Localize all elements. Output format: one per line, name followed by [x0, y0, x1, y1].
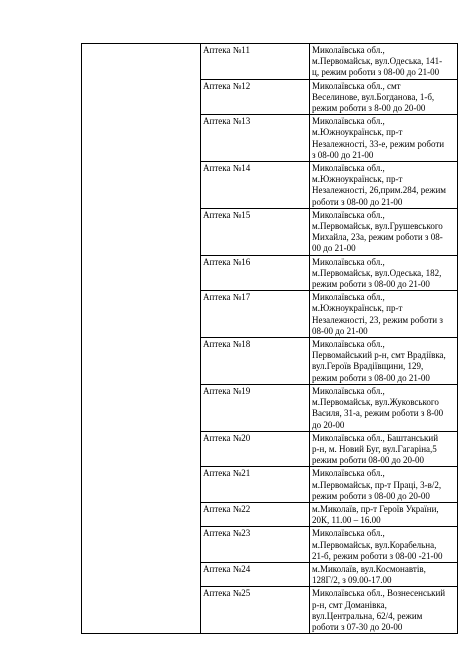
pharmacy-address-cell — [310, 527, 458, 563]
pharmacy-address-cell — [310, 431, 458, 467]
pharmacy-name-cell: Аптека №12 — [201, 79, 310, 115]
pharmacy-name-cell: Аптека №17 — [201, 291, 310, 338]
address-line: Миколаївська обл., — [312, 116, 385, 127]
address-line: Незалежності, 26,прим.284, режим — [312, 185, 446, 196]
address-line: Миколаївська обл., — [312, 292, 385, 303]
pharmacy-name-cell: Аптека №25 — [201, 587, 310, 634]
address-line: Незалежності, 23, режим роботи з — [312, 314, 443, 325]
empty-cell — [82, 44, 201, 634]
address-line: м.Первомайськ, вул.Одеська, 141- — [312, 56, 443, 67]
address-line: Миколаївська обл., — [312, 45, 385, 55]
address-line: м.Первомайськ, пр-т Праці, 3-в/2, — [312, 479, 442, 490]
address-line: Миколаївська обл., — [312, 256, 385, 267]
address-line: Василя, 31-а, режим роботи з 8-00 — [312, 408, 444, 419]
pharmacy-address-cell — [310, 502, 458, 526]
address-line: м.Южноукраїнськ, пр-т — [312, 174, 403, 185]
address-line: 21-б, режим роботи з 08-00 -21-00 — [312, 550, 443, 561]
pharmacy-address-cell — [310, 115, 458, 162]
address-line: Миколаївська обл., — [312, 528, 385, 539]
address-line: Михайла, 23а, режим роботи з 08- — [312, 232, 443, 243]
pharmacy-address-cell — [310, 162, 458, 209]
pharmacy-name-cell: Аптека №15 — [201, 208, 310, 255]
address-line: режим роботи з 08-00 до 21-00 — [312, 279, 430, 290]
address-line: Незалежності, 33-е, режим роботи — [312, 138, 445, 149]
address-line: Миколаївська обл., — [312, 468, 385, 479]
address-line: роботи з 07-30 до 20-00 — [312, 621, 403, 632]
pharmacy-address-cell — [310, 291, 458, 338]
pharmacy-address-cell — [310, 562, 458, 586]
address-line: Миколаївська обл., — [312, 163, 385, 174]
pharmacy-name-cell: Аптека №19 — [201, 384, 310, 431]
address-line: Первомайський р-н, смт Врадіївка, — [312, 350, 446, 361]
address-line: вул.Героїв Врадіївщини, 129, — [312, 361, 424, 372]
pharmacy-address-cell — [310, 338, 458, 385]
pharmacy-name-cell: Аптека №22 — [201, 502, 310, 526]
address-line: ц, режим роботи з 08-00 до 21-00 — [312, 67, 440, 78]
pharmacy-address-cell — [310, 587, 458, 634]
address-line: м.Первомайськ, вул.Жуковського — [312, 397, 439, 408]
address-line: Миколаївська обл., Баштанський — [312, 432, 439, 443]
address-line: режим роботи 08-00 до 20-00 — [312, 455, 425, 466]
pharmacy-name-cell: Аптека №21 — [201, 467, 310, 503]
pharmacy-name-cell: Аптека №16 — [201, 255, 310, 291]
pharmacy-address-cell — [310, 79, 458, 115]
pharmacy-name-cell: Аптека №18 — [201, 338, 310, 385]
address-line: Миколаївська обл., смт — [312, 80, 401, 91]
pharmacy-name-cell: Аптека №23 — [201, 527, 310, 563]
address-line: роботи з 08-00 до 21-00 — [312, 196, 403, 207]
pharmacy-name-cell: Аптека №14 — [201, 162, 310, 209]
address-line: р-н, смт Доманівка, — [312, 599, 387, 610]
table-row — [82, 44, 458, 80]
pharmacy-address-cell — [310, 255, 458, 291]
address-line: м.Южноукраїнськ, пр-т — [312, 127, 403, 138]
pharmacy-address-cell — [310, 384, 458, 431]
address-line: р-н, м. Новий Буг, вул.Гагаріна,5 — [312, 443, 437, 454]
address-line: 08-00 до 21-00 — [312, 325, 368, 336]
address-line: вул.Центральна, 62/4, режим — [312, 610, 423, 621]
pharmacy-table — [81, 43, 458, 634]
pharmacy-address-cell — [310, 467, 458, 503]
address-line: 20К, 11.00 – 16.00 — [312, 515, 381, 526]
address-line: м.Южноукраїнськ, пр-т — [312, 303, 403, 314]
address-line: 00 до 21-00 — [312, 243, 356, 254]
address-line: м.Миколаїв, вул.Космонавтів, — [312, 563, 426, 574]
pharmacy-address-cell — [310, 208, 458, 255]
pharmacy-name-cell: Аптека №11 — [201, 44, 310, 80]
address-line: режим роботи з 8-00 до 20-00 — [312, 103, 426, 114]
address-line: м.Первомайськ, вул.Корабельна, — [312, 539, 437, 550]
address-line: м.Первомайськ, вул.Грушевського — [312, 221, 443, 232]
pharmacy-address-cell — [310, 44, 458, 80]
address-line: з 08-00 до 21-00 — [312, 149, 374, 160]
address-line: м.Миколаїв, пр-т Героїв України, — [312, 503, 439, 514]
address-line: Миколаївська обл., — [312, 209, 385, 220]
pharmacy-table-body — [82, 44, 458, 634]
pharmacy-name-cell: Аптека №13 — [201, 115, 310, 162]
address-line: м.Первомайськ, вул.Одеська, 182, — [312, 267, 442, 278]
address-line: 128Г/2, з 09.00-17.00 — [312, 575, 392, 586]
pharmacy-name-cell: Аптека №24 — [201, 562, 310, 586]
address-line: Веселинове, вул.Богданова, 1-б, — [312, 91, 435, 102]
address-line: до 20-00 — [312, 419, 345, 430]
address-line: Миколаївська обл., Вознесенський — [312, 588, 446, 599]
address-line: режим роботи з 08-00 до 20-00 — [312, 490, 430, 501]
address-line: режим роботи з 08-00 до 21-00 — [312, 372, 430, 383]
address-line: Миколаївська обл., — [312, 339, 385, 350]
pharmacy-name-cell: Аптека №20 — [201, 431, 310, 467]
address-line: Миколаївська обл., — [312, 385, 385, 396]
